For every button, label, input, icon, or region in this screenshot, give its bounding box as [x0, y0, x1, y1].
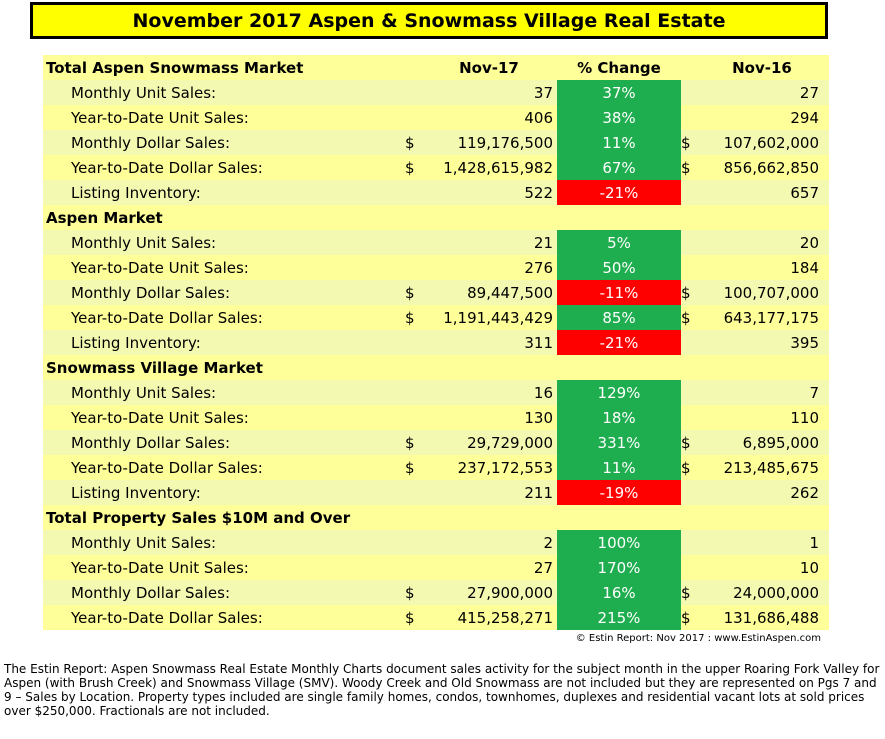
value-nov-17: 16 — [425, 380, 557, 405]
currency-symbol: $ — [681, 130, 705, 155]
table-row — [43, 180, 829, 205]
row-label: Monthly Unit Sales: — [43, 80, 405, 105]
percent-change: 16% — [557, 580, 681, 605]
table-row — [43, 605, 829, 630]
value-nov-17: 1,191,443,429 — [425, 305, 557, 330]
empty-cell — [681, 205, 705, 230]
currency-spacer — [681, 55, 705, 80]
percent-change: 67% — [557, 155, 681, 180]
empty-cell — [425, 205, 557, 230]
table-row — [43, 105, 829, 130]
percent-change: 85% — [557, 305, 681, 330]
currency-symbol: $ — [681, 280, 705, 305]
value-nov-16: 110 — [705, 405, 829, 430]
currency-symbol: $ — [681, 580, 705, 605]
currency-symbol — [405, 405, 425, 430]
percent-change: -11% — [557, 280, 681, 305]
percent-change: 38% — [557, 105, 681, 130]
percent-change: -21% — [557, 330, 681, 355]
value-nov-17: 2 — [425, 530, 557, 555]
percent-change: 170% — [557, 555, 681, 580]
currency-symbol — [405, 480, 425, 505]
row-label: Year-to-Date Dollar Sales: — [43, 155, 405, 180]
table-row — [43, 480, 829, 505]
currency-symbol: $ — [405, 605, 425, 630]
percent-change: 50% — [557, 255, 681, 280]
value-nov-17: 211 — [425, 480, 557, 505]
currency-symbol — [681, 180, 705, 205]
empty-cell — [405, 505, 425, 530]
empty-cell — [405, 205, 425, 230]
value-nov-16: 6,895,000 — [705, 430, 829, 455]
currency-spacer — [405, 55, 425, 80]
currency-symbol — [405, 530, 425, 555]
currency-symbol — [681, 230, 705, 255]
empty-cell — [425, 505, 557, 530]
currency-symbol — [405, 255, 425, 280]
row-label: Listing Inventory: — [43, 480, 405, 505]
value-nov-17: 89,447,500 — [425, 280, 557, 305]
empty-cell — [705, 205, 829, 230]
value-nov-16: 657 — [705, 180, 829, 205]
empty-cell — [557, 355, 681, 380]
footnote: The Estin Report: Aspen Snowmass Real Estate Monthly Charts document sales activity for the subject month in the upper Roaring Fork Valley for Aspen (with Brush Creek) and Snowmass Village (SMV). Woody Creek and Old Snowmass are not included but they are represented on Pgs 7 and 9 – Sales by Location. Property types included are single family homes, condos, townhomes, duplexes and residential vacant lots at sold prices over $250,000. Fractionals are not included. — [4, 662, 880, 718]
empty-cell — [705, 505, 829, 530]
value-nov-17: 29,729,000 — [425, 430, 557, 455]
section-title: Snowmass Village Market — [43, 355, 405, 380]
currency-symbol: $ — [405, 430, 425, 455]
percent-change: -21% — [557, 180, 681, 205]
currency-symbol: $ — [405, 280, 425, 305]
currency-symbol — [405, 380, 425, 405]
value-nov-16: 1 — [705, 530, 829, 555]
table-row — [43, 80, 829, 105]
value-nov-17: 27,900,000 — [425, 580, 557, 605]
value-nov-17: 522 — [425, 180, 557, 205]
percent-change: 37% — [557, 80, 681, 105]
row-label: Year-to-Date Unit Sales: — [43, 105, 405, 130]
value-nov-16: 262 — [705, 480, 829, 505]
row-label: Listing Inventory: — [43, 180, 405, 205]
value-nov-16: 213,485,675 — [705, 455, 829, 480]
empty-cell — [681, 505, 705, 530]
empty-cell — [405, 355, 425, 380]
currency-symbol: $ — [681, 430, 705, 455]
currency-symbol: $ — [681, 305, 705, 330]
value-nov-17: 119,176,500 — [425, 130, 557, 155]
copyright-notice: © Estin Report: Nov 2017 : www.EstinAspen.com — [575, 633, 821, 644]
currency-symbol — [405, 180, 425, 205]
table-row — [43, 255, 829, 280]
section-title: Aspen Market — [43, 205, 405, 230]
percent-change: 5% — [557, 230, 681, 255]
value-nov-16: 107,602,000 — [705, 130, 829, 155]
table-row — [43, 280, 829, 305]
value-nov-16: 27 — [705, 80, 829, 105]
table-row — [43, 305, 829, 330]
section-header-row — [43, 205, 829, 230]
currency-symbol — [681, 380, 705, 405]
section-header-row — [43, 55, 829, 80]
row-label: Year-to-Date Unit Sales: — [43, 555, 405, 580]
currency-symbol — [681, 330, 705, 355]
row-label: Monthly Dollar Sales: — [43, 280, 405, 305]
table-row — [43, 330, 829, 355]
currency-symbol — [681, 555, 705, 580]
percent-change: 18% — [557, 405, 681, 430]
table-row — [43, 580, 829, 605]
table-row — [43, 530, 829, 555]
percent-change: 331% — [557, 430, 681, 455]
value-nov-17: 415,258,271 — [425, 605, 557, 630]
currency-symbol: $ — [405, 130, 425, 155]
section-title: Total Aspen Snowmass Market — [43, 55, 405, 80]
value-nov-17: 276 — [425, 255, 557, 280]
percent-change: 129% — [557, 380, 681, 405]
row-label: Monthly Unit Sales: — [43, 530, 405, 555]
value-nov-16: 10 — [705, 555, 829, 580]
value-nov-17: 237,172,553 — [425, 455, 557, 480]
row-label: Monthly Unit Sales: — [43, 230, 405, 255]
currency-symbol: $ — [681, 455, 705, 480]
row-label: Monthly Dollar Sales: — [43, 430, 405, 455]
row-label: Monthly Unit Sales: — [43, 380, 405, 405]
value-nov-17: 27 — [425, 555, 557, 580]
currency-symbol: $ — [405, 455, 425, 480]
percent-change: 11% — [557, 130, 681, 155]
value-nov-17: 311 — [425, 330, 557, 355]
value-nov-16: 294 — [705, 105, 829, 130]
value-nov-17: 406 — [425, 105, 557, 130]
value-nov-16: 643,177,175 — [705, 305, 829, 330]
table-row — [43, 230, 829, 255]
row-label: Year-to-Date Dollar Sales: — [43, 455, 405, 480]
percent-change: 215% — [557, 605, 681, 630]
table-row — [43, 405, 829, 430]
section-header-row — [43, 505, 829, 530]
row-label: Year-to-Date Unit Sales: — [43, 255, 405, 280]
report-title: November 2017 Aspen & Snowmass Village Real Estate — [30, 2, 828, 39]
table-row — [43, 155, 829, 180]
empty-cell — [557, 505, 681, 530]
percent-change: 11% — [557, 455, 681, 480]
value-nov-16: 7 — [705, 380, 829, 405]
value-nov-16: 131,686,488 — [705, 605, 829, 630]
currency-symbol — [681, 480, 705, 505]
value-nov-17: 21 — [425, 230, 557, 255]
empty-cell — [425, 355, 557, 380]
row-label: Listing Inventory: — [43, 330, 405, 355]
currency-symbol: $ — [681, 605, 705, 630]
table-row — [43, 555, 829, 580]
currency-symbol — [405, 330, 425, 355]
currency-symbol — [405, 555, 425, 580]
table-row — [43, 380, 829, 405]
row-label: Monthly Dollar Sales: — [43, 580, 405, 605]
currency-symbol — [681, 405, 705, 430]
value-nov-17: 130 — [425, 405, 557, 430]
row-label: Monthly Dollar Sales: — [43, 130, 405, 155]
value-nov-16: 395 — [705, 330, 829, 355]
row-label: Year-to-Date Unit Sales: — [43, 405, 405, 430]
currency-symbol — [405, 230, 425, 255]
currency-symbol: $ — [681, 155, 705, 180]
value-nov-17: 37 — [425, 80, 557, 105]
percent-change: 100% — [557, 530, 681, 555]
value-nov-16: 24,000,000 — [705, 580, 829, 605]
column-header-change: % Change — [557, 55, 681, 80]
section-title: Total Property Sales $10M and Over — [43, 505, 405, 530]
currency-symbol: $ — [405, 155, 425, 180]
currency-symbol — [681, 255, 705, 280]
currency-symbol — [681, 80, 705, 105]
row-label: Year-to-Date Dollar Sales: — [43, 605, 405, 630]
currency-symbol: $ — [405, 580, 425, 605]
value-nov-17: 1,428,615,982 — [425, 155, 557, 180]
value-nov-16: 856,662,850 — [705, 155, 829, 180]
table-row — [43, 130, 829, 155]
empty-cell — [705, 355, 829, 380]
currency-symbol — [681, 530, 705, 555]
currency-symbol — [681, 105, 705, 130]
row-label: Year-to-Date Dollar Sales: — [43, 305, 405, 330]
column-header-prior: Nov-16 — [705, 55, 829, 80]
currency-symbol — [405, 105, 425, 130]
sales-table — [43, 55, 829, 630]
value-nov-16: 184 — [705, 255, 829, 280]
table-row — [43, 430, 829, 455]
table-row — [43, 455, 829, 480]
column-header-current: Nov-17 — [425, 55, 557, 80]
empty-cell — [681, 355, 705, 380]
value-nov-16: 100,707,000 — [705, 280, 829, 305]
empty-cell — [557, 205, 681, 230]
percent-change: -19% — [557, 480, 681, 505]
currency-symbol — [405, 80, 425, 105]
section-header-row — [43, 355, 829, 380]
value-nov-16: 20 — [705, 230, 829, 255]
currency-symbol: $ — [405, 305, 425, 330]
